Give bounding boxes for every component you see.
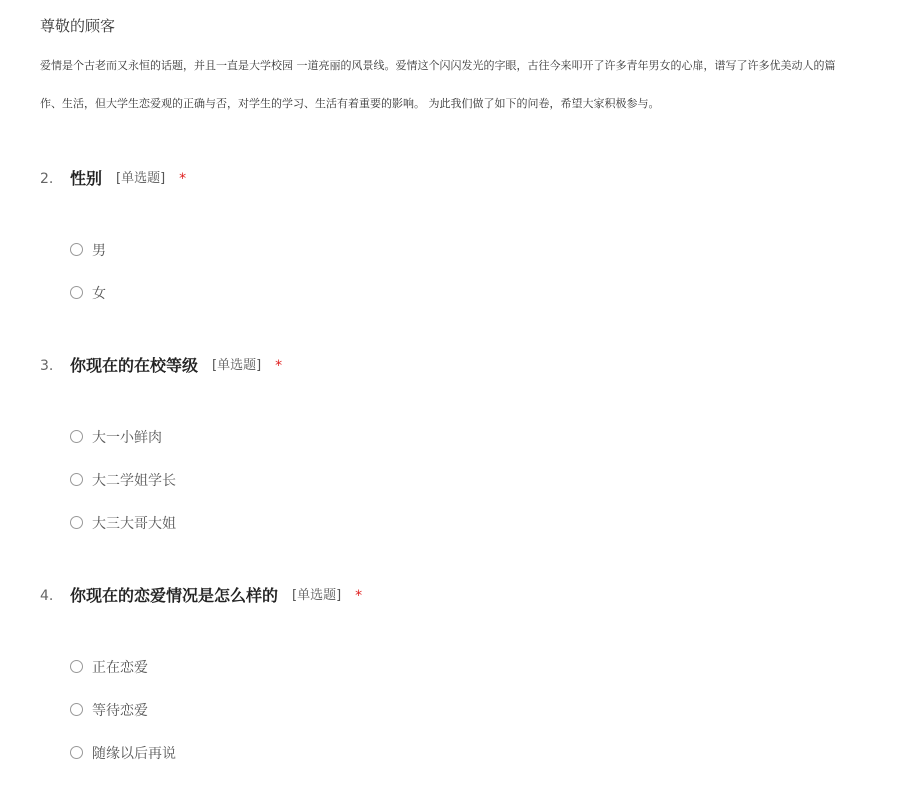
option-label: 大一小鲜肉 bbox=[92, 429, 162, 446]
question-relationship-status bbox=[40, 581, 900, 611]
radio-button[interactable] bbox=[70, 703, 83, 716]
option-label: 正在恋爱 bbox=[92, 659, 148, 676]
survey-intro-line: 爱情是个古老而又永恒的话题，并且一直是大学校园 一道亮丽的风景线。爱情这个闪闪发光的字眼，古往今来叩开了许多青年男女的心扉，谱写了许多优美动人的篇 bbox=[40, 59, 836, 72]
question-gender-options bbox=[70, 228, 900, 314]
option-female[interactable] bbox=[70, 271, 900, 314]
survey-greeting: 尊敬的顾客 bbox=[40, 17, 116, 35]
radio-button[interactable] bbox=[70, 516, 83, 529]
required-asterisk: * bbox=[355, 588, 363, 604]
radio-button[interactable] bbox=[70, 746, 83, 759]
question-header bbox=[40, 351, 900, 381]
option-male[interactable] bbox=[70, 228, 900, 271]
radio-button[interactable] bbox=[70, 286, 83, 299]
required-asterisk: * bbox=[275, 358, 283, 374]
question-type-label: [单选题] bbox=[292, 588, 342, 603]
question-number: 2. bbox=[40, 171, 54, 187]
option-label: 随缘以后再说 bbox=[92, 745, 176, 762]
radio-button[interactable] bbox=[70, 430, 83, 443]
option-label: 等待恋爱 bbox=[92, 702, 148, 719]
question-number: 3. bbox=[40, 358, 54, 374]
option-let-fate-decide[interactable] bbox=[70, 731, 900, 774]
option-label: 男 bbox=[92, 242, 106, 259]
survey-container bbox=[40, 14, 900, 123]
question-title: 性别 bbox=[70, 169, 103, 188]
question-number: 4. bbox=[40, 588, 54, 604]
question-header bbox=[40, 581, 900, 611]
option-label: 大二学姐学长 bbox=[92, 472, 176, 489]
question-gender bbox=[40, 164, 900, 194]
question-school-year-options bbox=[70, 415, 900, 544]
question-school-year bbox=[40, 351, 900, 381]
option-freshman[interactable] bbox=[70, 415, 900, 458]
survey-intro-line: 作、生活，但大学生恋爱观的正确与否，对学生的学习、生活有着重要的影响。 为此我们做了如下的问卷，希望大家积极参与。 bbox=[40, 97, 660, 110]
option-in-love[interactable] bbox=[70, 645, 900, 688]
question-header bbox=[40, 164, 900, 194]
radio-button[interactable] bbox=[70, 660, 83, 673]
option-label: 大三大哥大姐 bbox=[92, 515, 176, 532]
radio-button[interactable] bbox=[70, 243, 83, 256]
question-title: 你现在的恋爱情况是怎么样的 bbox=[70, 586, 279, 605]
question-title: 你现在的在校等级 bbox=[70, 356, 199, 375]
required-asterisk: * bbox=[179, 171, 187, 187]
option-sophomore[interactable] bbox=[70, 458, 900, 501]
radio-button[interactable] bbox=[70, 473, 83, 486]
question-relationship-status-options bbox=[70, 645, 900, 774]
option-waiting[interactable] bbox=[70, 688, 900, 731]
question-type-label: [单选题] bbox=[116, 171, 166, 186]
survey-intro bbox=[40, 47, 900, 123]
option-label: 女 bbox=[92, 285, 106, 302]
option-junior[interactable] bbox=[70, 501, 900, 544]
question-type-label: [单选题] bbox=[212, 358, 262, 373]
